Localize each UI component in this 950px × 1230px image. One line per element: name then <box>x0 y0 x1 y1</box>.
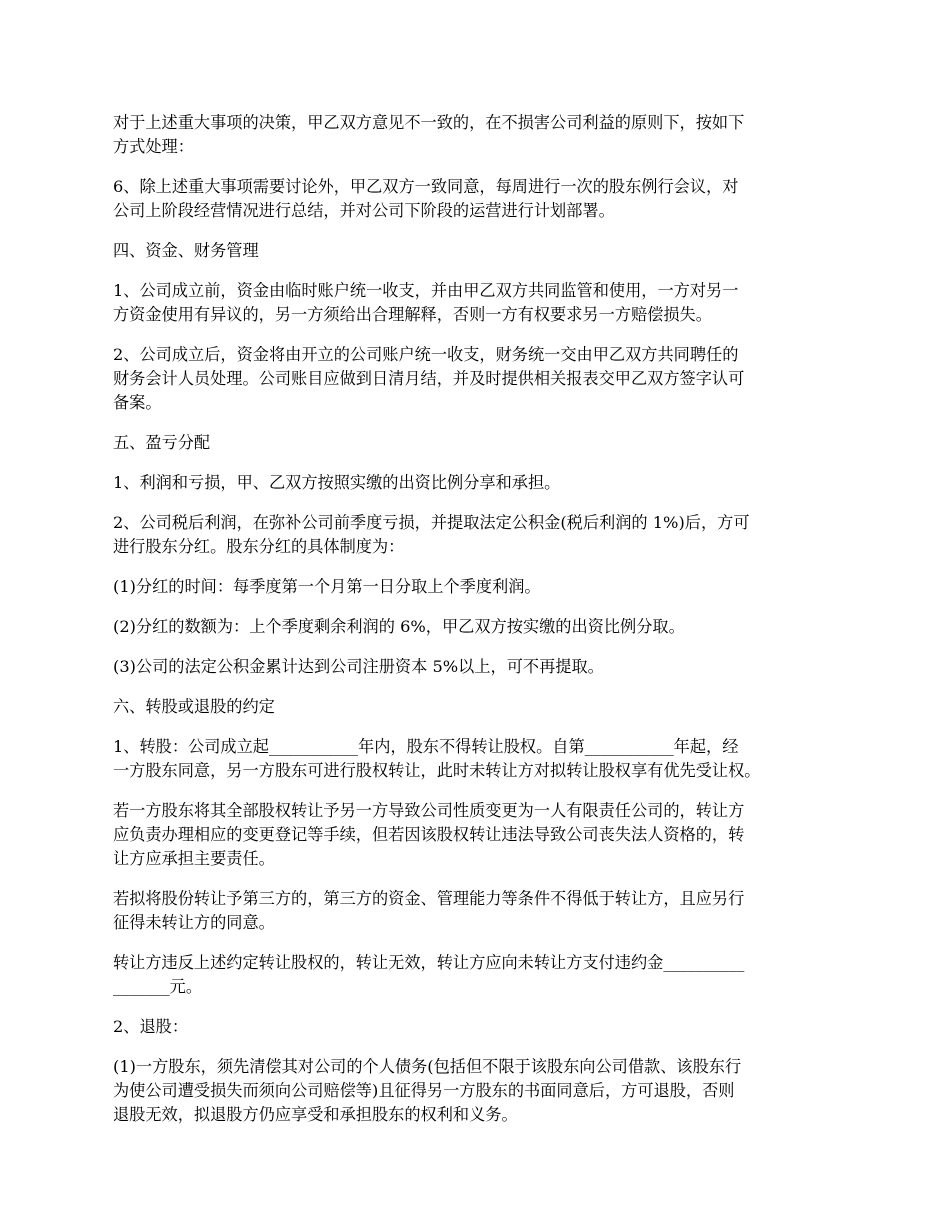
text-line: 征得未转让方的同意。 <box>113 913 275 932</box>
text-line: 转让方违反上述约定转让股权的，转让无效，转让方应向未转让方支付违约金__________ <box>113 953 745 972</box>
paragraph-decision-disagreement <box>113 111 840 159</box>
paragraph-dividend-amount <box>113 615 840 639</box>
paragraph-share-transfer <box>113 735 840 783</box>
paragraph-penalty <box>113 951 840 999</box>
paragraph-withdrawal-conditions <box>113 1055 840 1127</box>
text-line: _______元。 <box>113 977 203 996</box>
heading-text: 六、转股或退股的约定 <box>113 697 275 716</box>
text-line: 对于上述重大事项的决策，甲乙双方意见不一致的，在不损害公司利益的原则下，按如下 <box>113 113 745 132</box>
text-line: 1、利润和亏损，甲、乙双方按照实缴的出资比例分享和承担。 <box>113 473 561 492</box>
text-line: 应负责办理相应的变更登记等手续，但若因该股权转让违法导致公司丧失法人资格的，转 <box>113 825 745 844</box>
paragraph-funds-before <box>113 279 840 327</box>
text-line: 方资金使用有异议的，另一方须给出合理解释，否则一方有权要求另一方赔偿损失。 <box>113 305 712 324</box>
text-line: 公司上阶段经营情况进行总结，并对公司下阶段的运营进行计划部署。 <box>113 201 615 220</box>
text-line: 2、公司成立后，资金将由开立的公司账户统一收支，财务统一交由甲乙双方共同聘任的 <box>113 345 739 364</box>
paragraph-full-transfer <box>113 799 840 871</box>
text-line: 1、公司成立前，资金由临时账户统一收支，并由甲乙双方共同监管和使用，一方对另一 <box>113 281 739 300</box>
text-line: 进行股东分红。股东分红的具体制度为： <box>113 537 405 556</box>
paragraph-after-tax <box>113 511 840 559</box>
section-heading-transfer <box>113 695 840 719</box>
text-line: 2、退股： <box>113 1017 189 1036</box>
text-line: 财务会计人员处理。公司账目应做到日清月结，并及时提供相关报表交甲乙双方签字认可 <box>113 369 745 388</box>
text-line: 退股无效，拟退股方仍应享受和承担股东的权利和义务。 <box>113 1105 518 1124</box>
text-line: 为使公司遭受损失而须向公司赔偿等)且征得另一方股东的书面同意后，方可退股，否则 <box>113 1081 735 1100</box>
text-line: (2)分红的数额为：上个季度剩余利润的 6%，甲乙双方按实缴的出资比例分取。 <box>113 617 685 636</box>
text-line: 2、公司税后利润，在弥补公司前季度亏损，并提取法定公积金(税后利润的 1%)后，方可 <box>113 513 750 532</box>
text-line: 若一方股东将其全部股权转让予另一方导致公司性质变更为一人有限责任公司的，转让方 <box>113 801 745 820</box>
paragraph-dividend-time <box>113 575 840 599</box>
paragraph-withdrawal-heading <box>113 1015 840 1039</box>
text-line: (1)分红的时间：每季度第一个月第一日分取上个季度利润。 <box>113 577 541 596</box>
text-line: 让方应承担主要责任。 <box>113 849 275 868</box>
document-page <box>113 111 840 1143</box>
text-line: 备案。 <box>113 393 162 412</box>
paragraph-weekly-meeting <box>113 175 840 223</box>
section-heading-finance <box>113 239 840 263</box>
paragraph-funds-after <box>113 343 840 415</box>
paragraph-profit-loss <box>113 471 840 495</box>
text-line: (3)公司的法定公积金累计达到公司注册资本 5%以上，可不再提取。 <box>113 657 604 676</box>
section-heading-profit <box>113 431 840 455</box>
text-line: 一方股东同意，另一方股东可进行股权转让，此时未转让方对拟转让股权享有优先受让权。 <box>113 761 761 780</box>
text-line: 1、转股：公司成立起___________年内，股东不得转让股权。自第___________年起，经 <box>113 737 739 756</box>
text-line: (1)一方股东，须先清偿其对公司的个人债务(包括但不限于该股东向公司借款、该股东行 <box>113 1057 742 1076</box>
heading-text: 五、盈亏分配 <box>113 433 211 452</box>
text-line: 6、除上述重大事项需要讨论外，甲乙双方一致同意，每周进行一次的股东例行会议，对 <box>113 177 739 196</box>
paragraph-reserve-fund <box>113 655 840 679</box>
text-line: 方式处理： <box>113 137 194 156</box>
paragraph-third-party <box>113 887 840 935</box>
text-line: 若拟将股份转让予第三方的，第三方的资金、管理能力等条件不得低于转让方，且应另行 <box>113 889 745 908</box>
heading-text: 四、资金、财务管理 <box>113 241 259 260</box>
